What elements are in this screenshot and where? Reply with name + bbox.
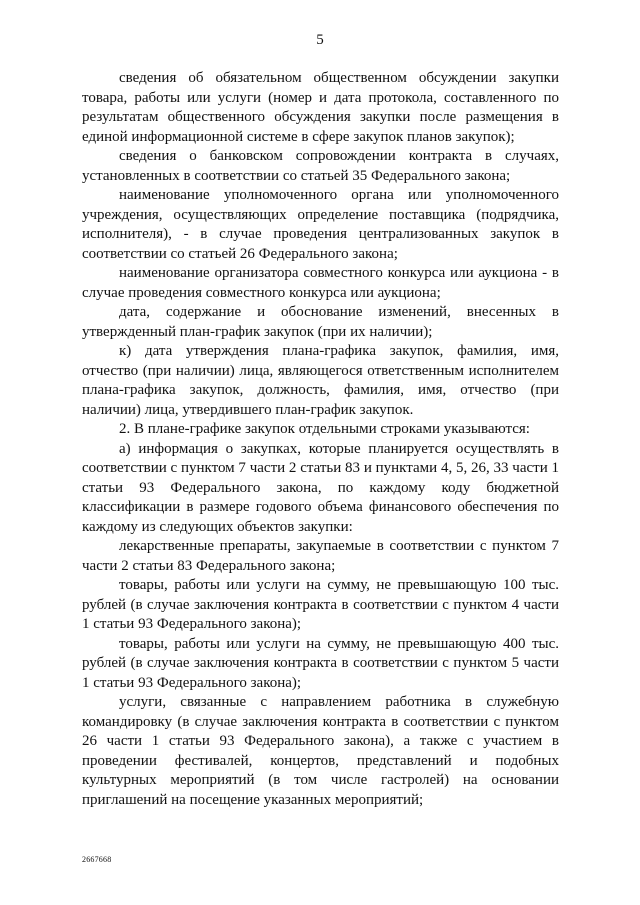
paragraph-changes: дата, содержание и обоснование изменений, внесенных в утвержденный план-график закупок (при их наличии); bbox=[82, 304, 559, 340]
paragraph-400k: товары, работы или услуги на сумму, не превышающую 400 тыс. рублей (в случае заключения контракта в соответствии с пунктом 5 части 1 статьи 93 Федерального закона); bbox=[82, 635, 559, 691]
body-text bbox=[82, 69, 559, 810]
paragraph-authorized-body: наименование уполномоченного органа или уполномоченного учреждения, осуществляющих определение поставщика (подрядчика, исполнителя), - в случае проведения централизованных закупок в соответствии со статьей 26 Федерального закона; bbox=[82, 187, 559, 262]
document-code: 2667668 bbox=[82, 855, 112, 864]
paragraph-medicines: лекарственные препараты, закупаемые в соответствии с пунктом 7 части 2 статьи 83 Федерального закона; bbox=[82, 538, 559, 574]
paragraph-joint-tender: наименование организатора совместного конкурса или аукциона - в случае проведения совместного конкурса или аукциона; bbox=[82, 265, 559, 301]
page-number: 5 bbox=[316, 32, 324, 48]
paragraph-100k: товары, работы или услуги на сумму, не превышающую 100 тыс. рублей (в случае заключения контракта в соответствии с пунктом 4 части 1 статьи 93 Федерального закона); bbox=[82, 577, 559, 632]
paragraph-section-2: 2. В плане-графике закупок отдельными строками указываются: bbox=[119, 421, 530, 437]
paragraph-public-discussion: сведения об обязательном общественном обсуждении закупки товара, работы или услуги (номер и дата протокола, составленного по результатам общественного обсуждения закупки после размещения в единой информационной системе в сфере закупок планов закупок); bbox=[82, 70, 559, 145]
paragraph-item-a: а) информация о закупках, которые планируется осуществлять в соответствии с пунктом 7 части 2 статьи 83 и пунктами 4, 5, 26, 33 части 1 статьи 93 Федерального закона, по каждому коду бюджетной классификации в размере годового объема финансового обеспечения по каждому из следующих объектов закупки: bbox=[82, 440, 559, 535]
paragraph-travel-services: услуги, связанные с направлением работника в служебную командировку (в случае заключения контракта в соответствии с пунктом 26 части 1 статьи 93 Федерального закона), а также с участием в проведении фестивалей, концертов, представлений и подобных культурных мероприятий (в том числе гастролей) на основании приглашений на посещение указанных мероприятий; bbox=[82, 694, 559, 808]
paragraph-item-k: к) дата утверждения плана-графика закупок, фамилия, имя, отчество (при наличии) лица, являющегося ответственным исполнителем плана-графика закупок, должность, фамилия, имя, отчество (при наличии) лица, утвердившего план-график закупок. bbox=[82, 343, 559, 418]
paragraph-bank-support: сведения о банковском сопровождении контракта в случаях, установленных в соответствии со статьей 35 Федерального закона; bbox=[82, 148, 559, 184]
